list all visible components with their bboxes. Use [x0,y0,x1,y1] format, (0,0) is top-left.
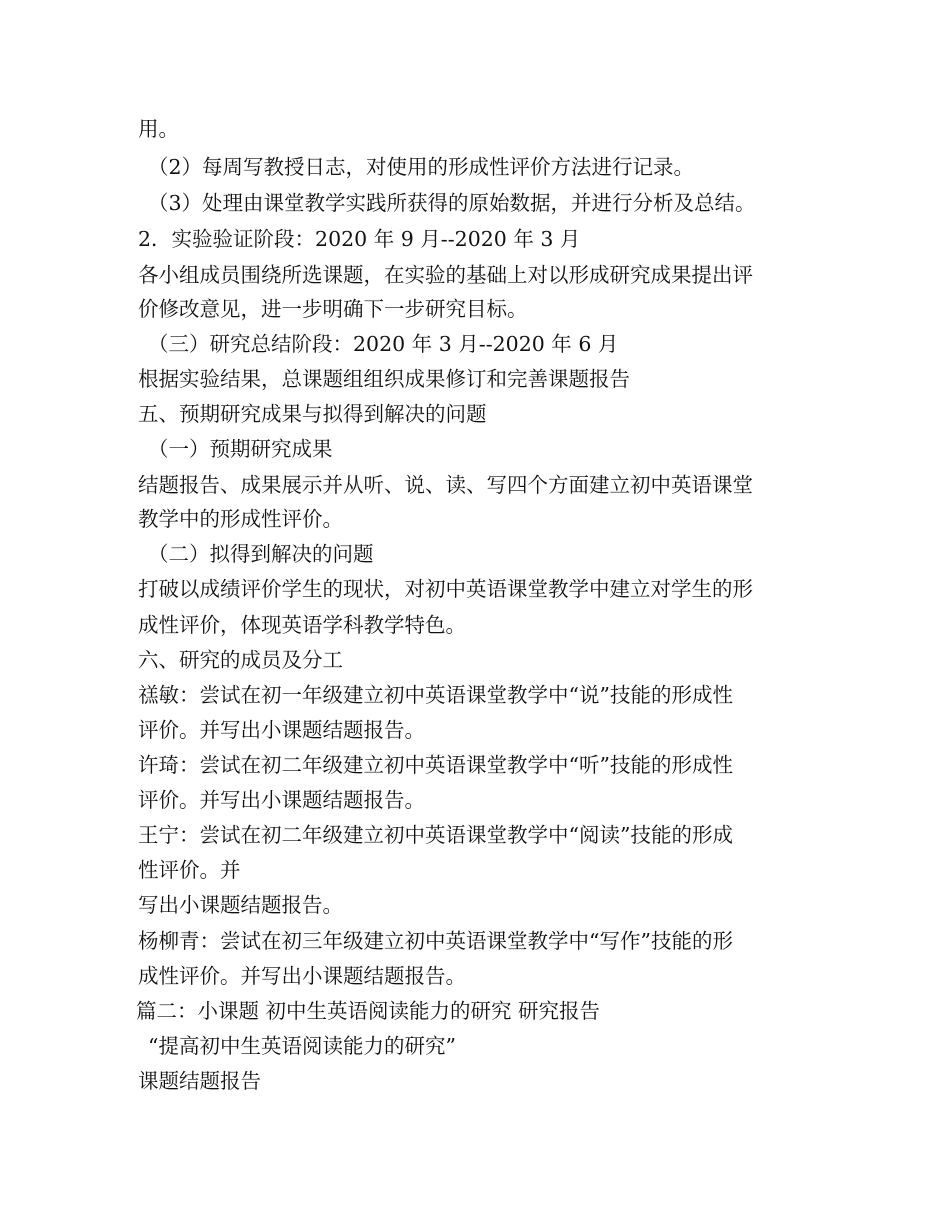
text-line: 评价。并写出小课题结题报告。 [138,718,425,742]
text-line: 许琦：尝试在初二年级建立初中英语课堂教学中“听”技能的形成性 [138,753,733,777]
text-line: （三）研究总结阶段：2020 年 3 月--2020 年 6 月 [148,332,619,356]
section-heading: 六、研究的成员及分工 [138,648,343,672]
text-line: 王宁：尝试在初二年级建立初中英语课堂教学中“阅读”技能的形成 [138,823,733,847]
report-subtitle: 课题结题报告 [138,1069,261,1093]
text-line: （3）处理由课堂教学实践所获得的原始数据，并进行分析及总结。 [148,191,756,215]
text-line: 性评价。并 [138,858,241,882]
subsection-heading: （一）预期研究成果 [148,437,333,461]
subsection-heading: （二）拟得到解决的问题 [148,542,374,566]
report-title: “提高初中生英语阅读能力的研究” [148,1034,456,1058]
section-heading: 五、预期研究成果与拟得到解决的问题 [138,402,487,426]
text-line: 禚敏：尝试在初一年级建立初中英语课堂教学中“说”技能的形成性 [138,683,733,707]
text-line: 根据实验结果，总课题组组织成果修订和完善课题报告 [138,367,630,391]
text-line: 结题报告、成果展示并从听、说、读、写四个方面建立初中英语课堂 [138,473,753,497]
text-line: 写出小课题结题报告。 [138,893,343,917]
text-line: 成性评价。并写出小课题结题报告。 [138,964,466,988]
text-line: 各小组成员围绕所选课题，在实验的基础上对以形成研究成果提出评 [138,263,753,287]
text-line: 2．实验验证阶段：2020 年 9 月--2020 年 3 月 [138,227,581,251]
text-line: 杨柳青：尝试在初三年级建立初中英语课堂教学中“写作”技能的形 [138,929,733,953]
text-line: 打破以成绩评价学生的现状，对初中英语课堂教学中建立对学生的形 [138,577,753,601]
text-line: 成性评价，体现英语学科教学特色。 [138,613,466,637]
text-line: 用。 [138,117,179,141]
chapter-heading: 篇二：小课题 初中生英语阅读能力的研究 研究报告 [136,999,601,1023]
text-line: 评价。并写出小课题结题报告。 [138,788,425,812]
text-line: （2）每周写教授日志，对使用的形成性评价方法进行记录。 [148,155,695,179]
text-line: 价修改意见，进一步明确下一步研究目标。 [138,297,528,321]
text-line: 教学中的形成性评价。 [138,507,343,531]
